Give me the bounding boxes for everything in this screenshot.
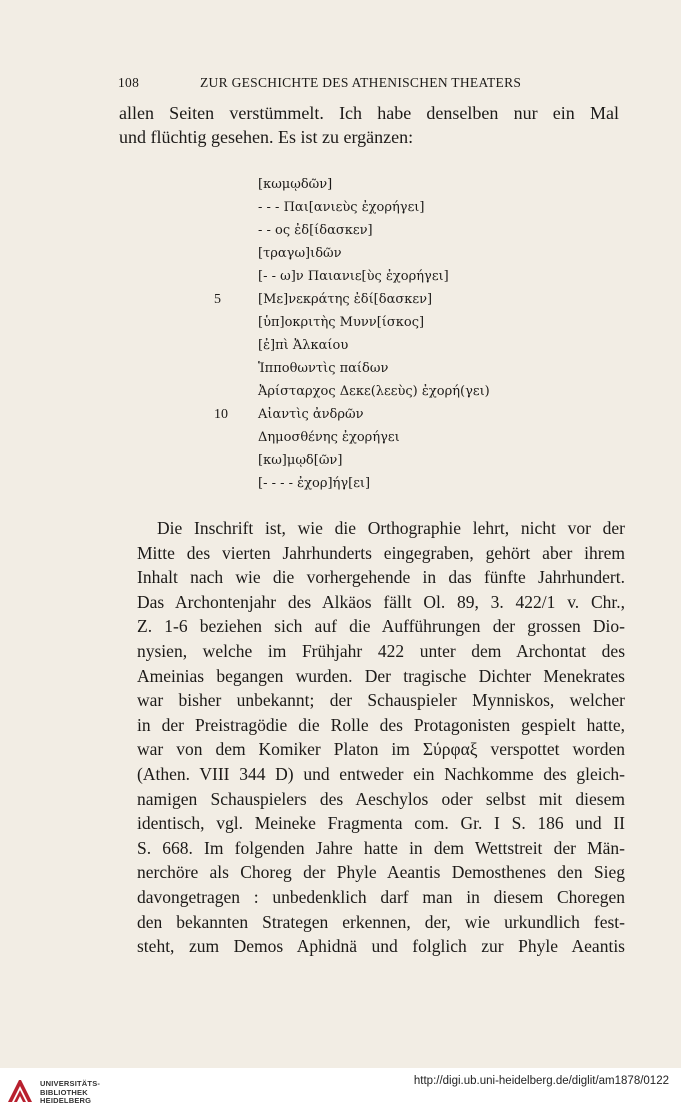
page-header	[118, 72, 548, 94]
inscription-text: [τραγω]ιδῶν	[258, 246, 342, 261]
inscription-line	[214, 311, 544, 334]
library-name	[40, 1080, 100, 1106]
text-line: Z. 1-6 beziehen sich auf die Aufführungen der grossen Dio-	[137, 616, 625, 637]
inscription-text: [κω]μῳδ[ῶν]	[258, 453, 343, 468]
inscription-line	[214, 265, 544, 288]
inscription-text: - - ος ἐδ[ίδασκεν]	[258, 223, 373, 238]
line-number: 10	[214, 407, 228, 422]
inscription-text: [κωμῳδῶν]	[258, 177, 333, 192]
text-line: S. 668. Im folgenden Jahre hatte in dem Wettstreit der Män-	[137, 837, 625, 858]
text-line: Die Inschrift ist, wie die Orthographie lehrt, nicht vor der	[157, 518, 625, 538]
inscription-text: Ἀρίσταρχος Δεκε(λεεὺς) ἐχορή(γει)	[258, 384, 490, 399]
text-line: (Athen. VIII 344 D) und entweder ein Nachkomme des gleich-	[137, 763, 625, 784]
inscription-text: [Με]νεκράτης ἐδί[δασκεν]	[258, 292, 433, 307]
inscription-text: Αἰαντὶς ἀνδρῶν	[258, 407, 364, 422]
text-line: in der Preistragödie die Rolle des Protagonisten gespielt hatte,	[137, 714, 625, 735]
inscription-text: [ἐ]πὶ Ἀλκαίου	[258, 338, 349, 353]
inscription-line	[214, 242, 544, 265]
library-name-line: HEIDELBERG	[40, 1096, 92, 1105]
permalink-url[interactable]: http://digi.ub.uni-heidelberg.de/diglit/am1878/0122	[413, 1075, 669, 1087]
digitization-footer	[0, 1068, 681, 1118]
greek-inscription	[214, 173, 544, 495]
text-line: Mitte des vierten Jahrhunderts eingegraben, gehört aber ihrem	[137, 542, 625, 563]
text-line: und flüchtig gesehen. Es ist zu ergänzen:	[119, 127, 414, 147]
text-line: steht, zum Demos Aphidnä und folglich zur Phyle Aeantis	[137, 936, 625, 957]
text-line: den bekannten Strategen erkennen, der, wie urkundlich fest-	[137, 911, 625, 932]
text-line: Inhalt nach wie die vorhergehende in das fünfte Jahrhundert.	[137, 567, 625, 588]
library-name-line: UNIVERSITÄTS-	[40, 1079, 101, 1088]
running-title: ZUR GESCHICHTE DES ATHENISCHEN THEATERS	[200, 75, 522, 90]
inscription-line	[214, 173, 544, 196]
inscription-line	[214, 196, 544, 219]
inscription-line	[214, 403, 544, 426]
library-name-line: BIBLIOTHEK	[40, 1087, 88, 1097]
inscription-line	[214, 426, 544, 449]
inscription-line	[214, 334, 544, 357]
text-line: allen Seiten verstümmelt. Ich habe denselben nur ein Mal	[119, 103, 619, 123]
inscription-line	[214, 472, 544, 495]
inscription-text: [ὑπ]οκριτὴς Μυνν[ίσκος]	[258, 315, 425, 330]
line-number: 5	[214, 292, 221, 307]
inscription-line	[214, 357, 544, 380]
university-library-logo-icon	[5, 1076, 35, 1106]
text-line: identisch, vgl. Meineke Fragmenta com. Gr. I S. 186 und II	[137, 813, 625, 834]
text-line: nerchöre als Choreg der Phyle Aeantis Demosthenes den Sieg	[137, 862, 625, 883]
inscription-text: Ἱπποθωντὶς παίδων	[258, 361, 389, 376]
intro-paragraph	[119, 101, 619, 149]
text-line: Das Archontenjahr des Alkäos fällt Ol. 89, 3. 422/1 v. Chr.,	[137, 591, 625, 612]
inscription-text: [- - ω]ν Παιανιε[ὺς ἐχορήγει]	[258, 269, 449, 284]
inscription-text: [- - - - ἐχορ]ήγ[ει]	[258, 476, 371, 491]
text-line: nysien, welche im Frühjahr 422 unter dem Archontat des	[137, 640, 625, 661]
text-line: Ameinias begangen wurden. Der tragische Dichter Menekrates	[137, 665, 625, 686]
inscription-line	[214, 449, 544, 472]
commentary-paragraph	[137, 516, 625, 959]
page-number: 108	[118, 75, 140, 90]
inscription-text: - - - Παι[ανιεὺς ἐχορήγει]	[258, 200, 425, 215]
inscription-line	[214, 219, 544, 242]
inscription-line	[214, 288, 544, 311]
text-line: davongetragen : unbedenklich darf man in diesem Choregen	[137, 886, 625, 907]
text-line: namigen Schauspielers des Aeschylos oder selbst mit diesem	[137, 788, 625, 809]
inscription-text: Δημοσθένης ἐχορήγει	[258, 430, 400, 445]
text-line: war bisher unbekannt; der Schauspieler Mynniskos, welcher	[137, 690, 625, 711]
inscription-line	[214, 380, 544, 403]
text-line: war von dem Komiker Platon im Σύρφαξ verspottet worden	[137, 739, 625, 760]
